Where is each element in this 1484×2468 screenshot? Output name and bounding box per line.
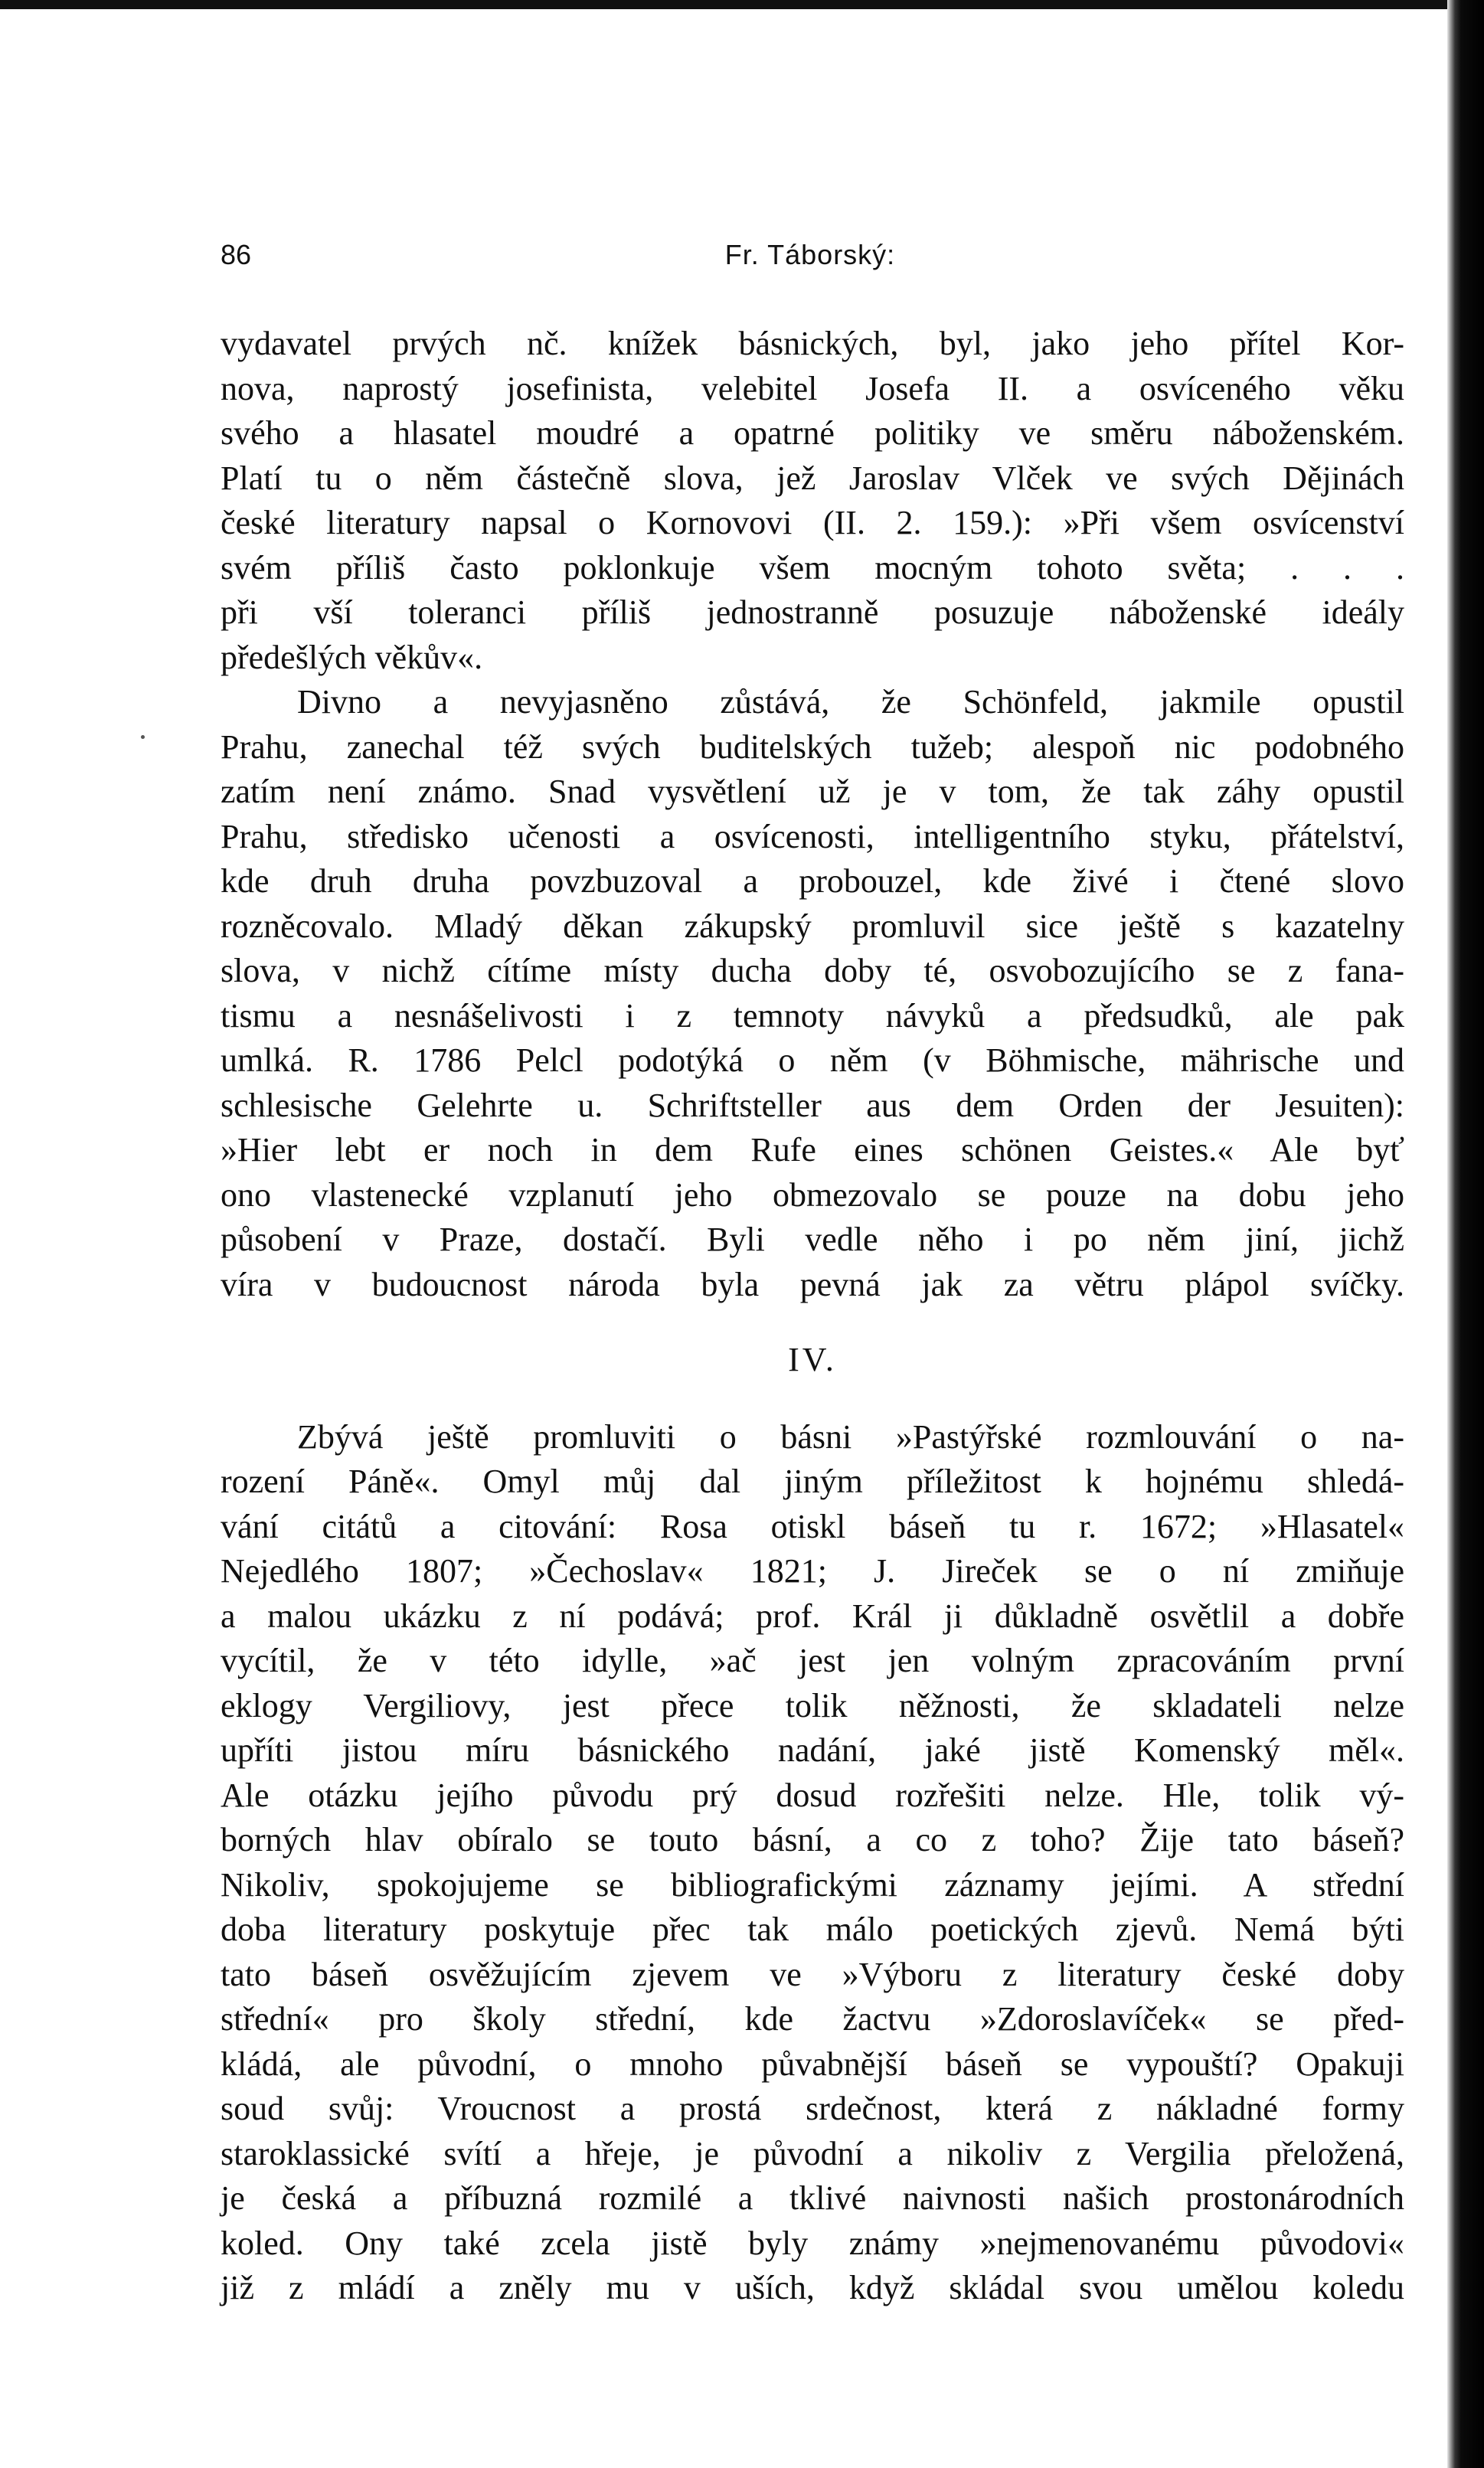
text-line: kládá, ale původní, o mnoho půvabnější báseň se vypouští? Opakuji <box>221 2045 1404 2083</box>
text-line: ono vlastenecké vzplanutí jeho obmezovalo se pouze na dobu jeho <box>221 1175 1404 1214</box>
text-line: staroklassické svítí a hřeje, je původní a nikoliv z Vergilia přeložená, <box>221 2134 1404 2172</box>
text-line: nova, naprostý josefinista, velebitel Josefa II. a osvíceného věku <box>221 369 1404 407</box>
running-head: Fr. Táborský: <box>724 239 896 270</box>
page-number: 86 <box>221 239 252 270</box>
text-line: střední« pro školy střední, kde žactvu »Zdoroslavíček« se před- <box>221 2000 1404 2038</box>
text-line: Nejedlého 1807; »Čechoslav« 1821; J. Jireček se o ní zmiňuje <box>221 1552 1404 1590</box>
text-line: eklogy Vergiliovy, jest přece tolik něžnosti, že skladateli nelze <box>221 1686 1404 1724</box>
text-line: schlesische Gelehrte u. Schriftsteller aus dem Orden der Jesuiten): <box>221 1086 1404 1124</box>
text-line: vydavatel prvých nč. knížek básnických, byl, jako jeho přítel Kor- <box>221 325 1404 362</box>
text-line: již z mládí a zněly mu v uších, když skládal svou umělou koledu <box>221 2269 1404 2306</box>
scan-top-edge <box>0 0 1484 9</box>
text-line: české literatury napsal o Kornovovi (II. 2. 159.): »Při všem osvícenství <box>221 504 1404 541</box>
text-line: svém příliš často poklonkuje všem mocným tohoto světa; . . . <box>221 548 1404 587</box>
text-line: koled. Ony také zcela jistě byly známy »nejmenovanému původovi« <box>221 2224 1404 2262</box>
text-line: a malou ukázku z ní podává; prof. Král ji důkladně osvětlil a dobře <box>221 1597 1404 1635</box>
text-line: vání citátů a citování: Rosa otiskl báseň tu r. 1672; »Hlasatel« <box>221 1507 1404 1545</box>
text-line: je česká a příbuzná rozmilé a tklivé naivnosti našich prostonárodních <box>221 2179 1404 2217</box>
text-line: umlká. R. 1786 Pelcl podotýká o něm (v Böhmische, mährische und <box>221 1041 1404 1079</box>
text-line: svého a hlasatel moudré a opatrné politiky ve směru náboženském. <box>221 414 1404 452</box>
text-line: Prahu, zanechal též svých buditelských tužeb; alespoň nic podobného <box>221 727 1404 766</box>
text-line: působení v Praze, dostačí. Byli vedle něho i po něm jiní, jichž <box>221 1221 1404 1258</box>
text-line: slova, v nichž cítíme místy ducha doby té, osvobozujícího se z fana- <box>221 952 1404 989</box>
text-line: upříti jistou míru básnického nadání, jaké jistě Komenský měl«. <box>221 1731 1404 1769</box>
paragraph-1 <box>221 322 1404 680</box>
text-line: Divno a nevyjasněno zůstává, že Schönfeld, jakmile opustil <box>297 683 1404 721</box>
text-line: Zbývá ještě promluviti o básni »Pastýřské rozmlouvání o na- <box>297 1417 1404 1456</box>
text-line: zatím není známo. Snad vysvětlení už je v tom, že tak záhy opustil <box>221 773 1404 810</box>
text-line: Ale otázku jejího původu prý dosud rozřešiti nelze. Hle, tolik vý- <box>221 1776 1404 1814</box>
paragraph-2 <box>221 680 1404 1307</box>
text-line: Platí tu o něm částečně slova, jež Jaroslav Vlček ve svých Dějinách <box>221 459 1404 497</box>
text-line: tato báseň osvěžujícím zjevem ve »Výboru z literatury české doby <box>221 1955 1404 1993</box>
scan-right-edge <box>1447 0 1484 2468</box>
section-heading: IV. <box>788 1341 837 1378</box>
text-line: rození Páně«. Omyl můj dal jiným příležitost k hojnému shledá- <box>221 1463 1404 1500</box>
text-line: soud svůj: Vroucnost a prostá srdečnost, která z nákladné formy <box>221 2090 1404 2127</box>
text-line: kde druh druha povzbuzoval a probouzel, kde živé i čtené slovo <box>221 862 1404 900</box>
text-line: doba literatury poskytuje přec tak málo poetických zjevů. Nemá býti <box>221 1911 1404 1948</box>
text-line: při vší toleranci příliš jednostranně posuzuje náboženské ideály <box>221 593 1404 631</box>
scan-speck <box>141 735 145 739</box>
text-line: předešlých věkův«. <box>221 638 483 676</box>
text-line: borných hlav obíralo se touto básní, a co z toho? Žije tato báseň? <box>221 1821 1404 1858</box>
text-line: tismu a nesnášelivosti i z temnoty návyků a předsudků, ale pak <box>221 996 1404 1035</box>
page-header <box>221 239 1400 285</box>
page-body <box>221 322 1404 2311</box>
text-line: rozněcovalo. Mladý děkan zákupský promluvil sice ještě s kazatelny <box>221 907 1404 945</box>
text-line: vycítil, že v této idylle, »ač jest jen volným zpracováním první <box>221 1642 1404 1679</box>
text-line: víra v budoucnost národa byla pevná jak za větru plápol svíčky. <box>221 1265 1404 1303</box>
paragraph-3 <box>221 1415 1404 2311</box>
text-line: Nikoliv, spokojujeme se bibliografickými záznamy jejími. A střední <box>221 1865 1404 1904</box>
text-line: »Hier lebt er noch in dem Rufe eines schönen Geistes.« Ale byť <box>221 1131 1404 1169</box>
text-line: Prahu, středisko učenosti a osvícenosti, intelligentního styku, přátelství, <box>221 817 1404 855</box>
